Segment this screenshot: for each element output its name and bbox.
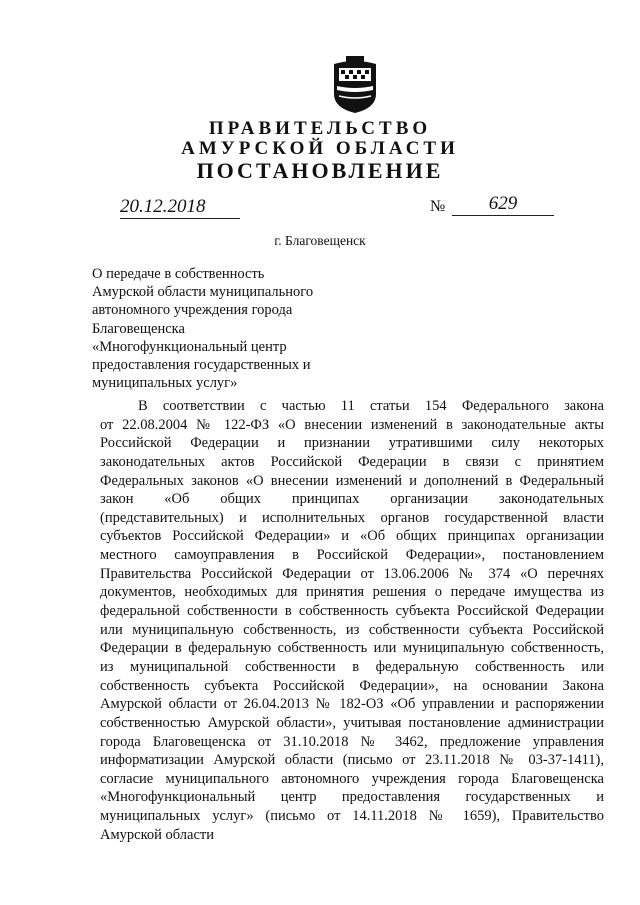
city-name: г. Благовещенск [274, 233, 366, 248]
body-line: Амурской области [100, 826, 214, 843]
subject-line: Благовещенска [92, 320, 185, 337]
coat-of-arms-emblem [330, 56, 380, 114]
body-line: документов, необходимых для принятия решения о передаче имущества из [100, 584, 604, 601]
body-line: местного самоуправления в Российской Федерации», постановлением [100, 547, 604, 564]
document-type-title: ПОСТАНОВЛЕНИЕ [196, 158, 444, 183]
body-line: В соответствии с частью 11 статьи 154 Федерального закона [138, 398, 604, 414]
resolution-subject [92, 265, 342, 392]
body-line: от 22.08.2004 № 122-ФЗ «О внесении изменений в законодательные акты [100, 416, 604, 433]
body-line: (представительных) и исполнительных органов государственной власти [100, 509, 604, 526]
body-line: информатизации Амурской области (письмо от 23.11.2018 № 03-37-1411), [100, 752, 604, 769]
document-date: 20.12.2018 [120, 196, 240, 219]
subject-line: Амурской области муниципального [92, 284, 314, 301]
government-name-line2: АМУРСКОЙ ОБЛАСТИ [181, 138, 459, 159]
body-line: собственность субъекта Российской Федерации», на основании Закона [100, 677, 604, 694]
document-number: 629 [452, 193, 554, 216]
body-line: согласие муниципального автономного учреждения города Благовещенска [100, 770, 604, 787]
body-line: муниципальных услуг» (письмо от 14.11.2018 № 1659), Правительство [100, 808, 604, 825]
subject-line: предоставления государственных и [92, 357, 311, 374]
government-name-line1: ПРАВИТЕЛЬСТВО [208, 118, 432, 139]
body-text [100, 397, 604, 844]
number-label: № [430, 198, 446, 215]
body-line: Правительства Российской Федерации от 13.06.2006 № 374 «О перечнях [100, 565, 604, 582]
body-line: Российской Федерации и признании утратившими силу некоторых [100, 435, 604, 452]
body-line: Федеральных законов «О внесении изменений и дополнений в Федеральный [100, 472, 604, 489]
subject-line: О передаче в собственность [92, 266, 265, 282]
body-line: законодательных актов Российской Федерации в связи с принятием [100, 453, 604, 470]
body-line: города Благовещенска от 31.10.2018 № 3462, предложение управления [100, 733, 604, 750]
body-line: субъектов Российской Федерации» и «Об общих принципах организации [100, 528, 604, 545]
body-line: собственностью Амурской области», учитывая постановление администрации [100, 714, 604, 731]
body-line: федеральной собственности в собственность субъекта Российской Федерации [100, 603, 604, 620]
body-line: Федерации в федеральную собственность или муниципальную собственность, [100, 640, 604, 657]
body-line: «Многофункциональный центр предоставления государственных и [100, 789, 604, 806]
subject-line: автономного учреждения города [92, 302, 293, 319]
body-line: Амурской области от 26.04.2013 № 182-ОЗ «Об управлении и распоряжении [100, 696, 604, 713]
body-line: или муниципальную собственность, из собственности субъекта Российской [100, 621, 604, 638]
subject-line: муниципальных услуг» [92, 375, 238, 392]
subject-line: «Многофункциональный центр [92, 338, 287, 355]
body-line: закон «Об общих принципах организации законодательных [100, 491, 604, 508]
body-line: из муниципальной собственности в федеральную собственность или [100, 658, 604, 675]
